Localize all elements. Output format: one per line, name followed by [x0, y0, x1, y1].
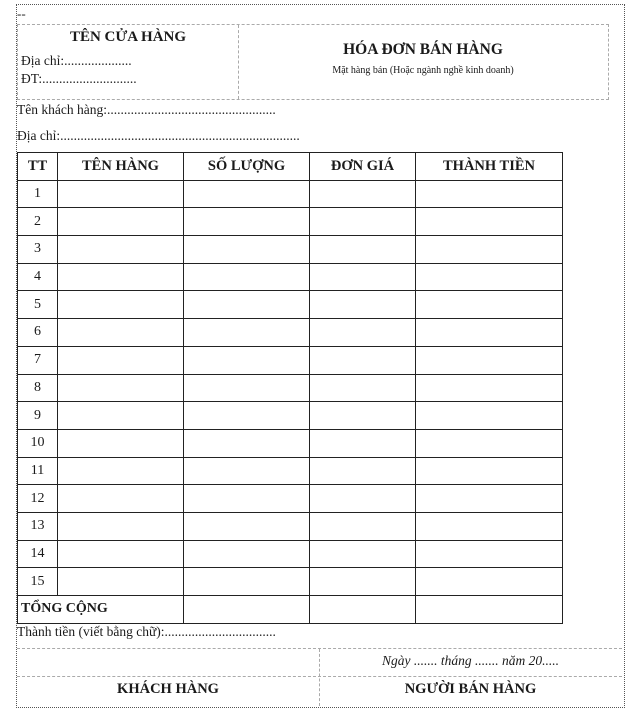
store-info-box	[18, 25, 239, 99]
item-name-cell[interactable]	[58, 485, 184, 513]
unit-price-cell[interactable]	[310, 540, 416, 568]
total-price-cell[interactable]	[310, 596, 416, 624]
row-number: 6	[18, 319, 58, 347]
table-row	[18, 291, 563, 319]
amount-cell[interactable]	[416, 180, 563, 208]
row-number: 11	[18, 457, 58, 485]
amount-cell[interactable]	[416, 568, 563, 596]
quantity-cell[interactable]	[184, 346, 310, 374]
table-row	[18, 512, 563, 540]
invoice-subtitle: Mặt hàng bán (Hoặc ngành nghề kinh doanh)	[332, 65, 514, 76]
unit-price-cell[interactable]	[310, 568, 416, 596]
amount-in-words-field[interactable]: Thành tiền (viết bằng chữ):.................................	[17, 624, 276, 639]
item-name-cell[interactable]	[58, 429, 184, 457]
total-amount-cell[interactable]	[416, 596, 563, 624]
seller-signature-label: NGƯỜI BÁN HÀNG	[404, 681, 537, 697]
unit-price-cell[interactable]	[310, 402, 416, 430]
total-row	[18, 596, 563, 624]
top-dash: --	[17, 6, 26, 21]
quantity-cell[interactable]	[184, 374, 310, 402]
row-number: 3	[18, 236, 58, 264]
row-number: 5	[18, 291, 58, 319]
quantity-cell[interactable]	[184, 512, 310, 540]
store-address[interactable]: Địa chỉ:....................	[21, 53, 132, 68]
unit-price-cell[interactable]	[310, 346, 416, 374]
quantity-cell[interactable]	[184, 485, 310, 513]
quantity-cell[interactable]	[184, 568, 310, 596]
amount-cell[interactable]	[416, 485, 563, 513]
table-header-row	[18, 153, 563, 181]
unit-price-cell[interactable]	[310, 208, 416, 236]
store-phone[interactable]: ĐT:............................	[21, 71, 137, 86]
item-name-cell[interactable]	[58, 512, 184, 540]
amount-cell[interactable]	[416, 540, 563, 568]
item-name-cell[interactable]	[58, 291, 184, 319]
item-name-cell[interactable]	[58, 236, 184, 264]
amount-cell[interactable]	[416, 374, 563, 402]
customer-name-field[interactable]: Tên khách hàng:..................................................	[17, 102, 276, 117]
item-name-cell[interactable]	[58, 374, 184, 402]
row-number: 7	[18, 346, 58, 374]
item-name-cell[interactable]	[58, 180, 184, 208]
unit-price-cell[interactable]	[310, 457, 416, 485]
table-row	[18, 374, 563, 402]
row-number: 8	[18, 374, 58, 402]
quantity-cell[interactable]	[184, 208, 310, 236]
amount-cell[interactable]	[416, 512, 563, 540]
table-row	[18, 263, 563, 291]
table-row	[18, 540, 563, 568]
quantity-cell[interactable]	[184, 180, 310, 208]
unit-price-cell[interactable]	[310, 263, 416, 291]
col-header-qty: SỐ LƯỢNG	[184, 153, 310, 181]
quantity-cell[interactable]	[184, 457, 310, 485]
table-row	[18, 346, 563, 374]
row-number: 14	[18, 540, 58, 568]
item-name-cell[interactable]	[58, 208, 184, 236]
item-name-cell[interactable]	[58, 457, 184, 485]
item-name-cell[interactable]	[58, 346, 184, 374]
amount-cell[interactable]	[416, 319, 563, 347]
col-header-price: ĐƠN GIÁ	[310, 153, 416, 181]
item-name-cell[interactable]	[58, 319, 184, 347]
col-header-name: TÊN HÀNG	[58, 153, 184, 181]
table-row	[18, 180, 563, 208]
quantity-cell[interactable]	[184, 402, 310, 430]
col-header-tt: TT	[18, 153, 58, 181]
row-number: 15	[18, 568, 58, 596]
unit-price-cell[interactable]	[310, 374, 416, 402]
table-row	[18, 208, 563, 236]
row-number: 13	[18, 512, 58, 540]
quantity-cell[interactable]	[184, 291, 310, 319]
amount-cell[interactable]	[416, 346, 563, 374]
quantity-cell[interactable]	[184, 263, 310, 291]
store-name: TÊN CỬA HÀNG	[69, 29, 187, 45]
table-row	[18, 457, 563, 485]
item-name-cell[interactable]	[58, 402, 184, 430]
unit-price-cell[interactable]	[310, 319, 416, 347]
unit-price-cell[interactable]	[310, 512, 416, 540]
date-line[interactable]: Ngày ....... tháng ....... năm 20.....	[382, 653, 559, 668]
unit-price-cell[interactable]	[310, 429, 416, 457]
amount-cell[interactable]	[416, 236, 563, 264]
table-row	[18, 429, 563, 457]
unit-price-cell[interactable]	[310, 180, 416, 208]
row-number: 10	[18, 429, 58, 457]
unit-price-cell[interactable]	[310, 485, 416, 513]
amount-cell[interactable]	[416, 263, 563, 291]
amount-cell[interactable]	[416, 208, 563, 236]
row-number: 1	[18, 180, 58, 208]
row-number: 2	[18, 208, 58, 236]
table-row	[18, 236, 563, 264]
quantity-cell[interactable]	[184, 319, 310, 347]
table-row	[18, 319, 563, 347]
invoice-title: HÓA ĐƠN BÁN HÀNG	[343, 41, 503, 58]
total-qty-cell[interactable]	[184, 596, 310, 624]
invoice-header	[17, 24, 609, 100]
row-number: 4	[18, 263, 58, 291]
table-row	[18, 402, 563, 430]
item-name-cell[interactable]	[58, 540, 184, 568]
col-header-amount: THÀNH TIỀN	[416, 153, 563, 181]
amount-cell[interactable]	[416, 402, 563, 430]
table-row	[18, 568, 563, 596]
amount-cell[interactable]	[416, 429, 563, 457]
table-row	[18, 485, 563, 513]
total-label: TỔNG CỘNG	[18, 596, 184, 624]
item-name-cell[interactable]	[58, 568, 184, 596]
row-number: 9	[18, 402, 58, 430]
quantity-cell[interactable]	[184, 236, 310, 264]
signature-section	[17, 648, 622, 706]
customer-address-field[interactable]: Địa chỉ:.......................................................................	[17, 128, 300, 143]
unit-price-cell[interactable]	[310, 291, 416, 319]
amount-cell[interactable]	[416, 291, 563, 319]
amount-cell[interactable]	[416, 457, 563, 485]
items-table	[17, 152, 563, 624]
buyer-signature-label: KHÁCH HÀNG	[117, 681, 219, 697]
unit-price-cell[interactable]	[310, 236, 416, 264]
row-number: 12	[18, 485, 58, 513]
quantity-cell[interactable]	[184, 540, 310, 568]
item-name-cell[interactable]	[58, 263, 184, 291]
quantity-cell[interactable]	[184, 429, 310, 457]
